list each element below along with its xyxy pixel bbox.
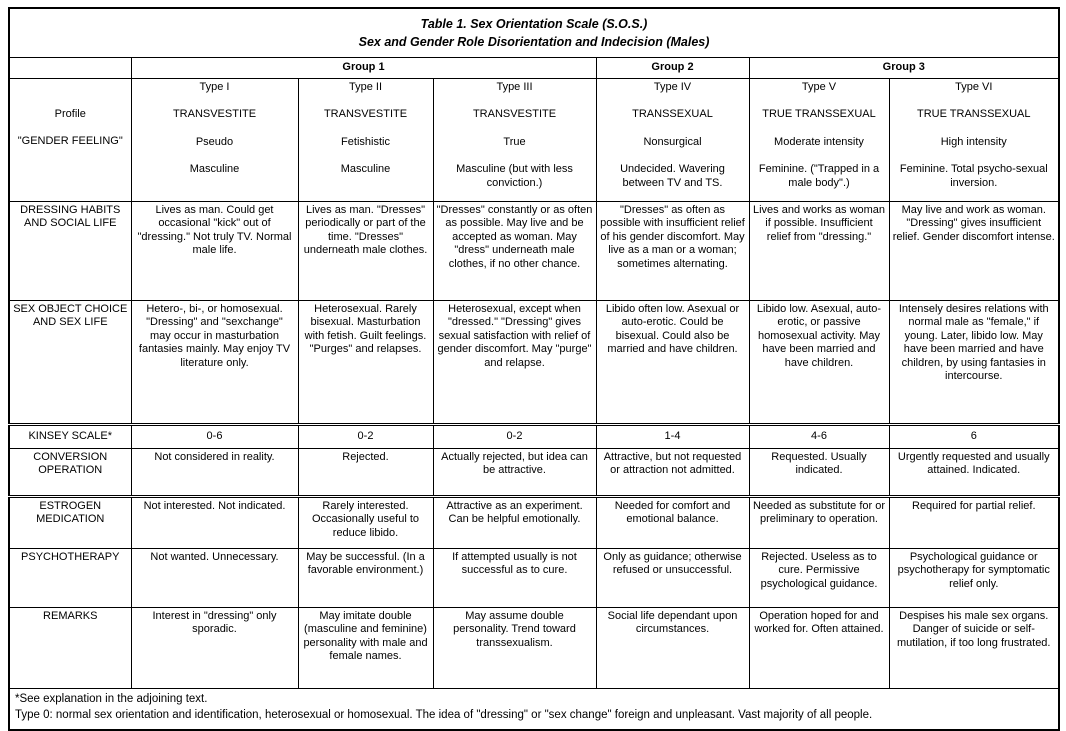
table-cell: Libido often low. Asexual or auto-erotic. Could be bisexual. Could also be married and have children. [596,301,749,425]
table-row [9,202,1059,301]
type-name: Type II [348,81,383,93]
type-1-header [131,79,298,202]
table-cell: May be successful. (In a favorable environment.) [298,549,433,608]
table-cell: Heterosexual. Rarely bisexual. Masturbation with fetish. Guilt feelings. "Purges" and relapses. [298,301,433,425]
type-feeling: Masculine [189,163,240,176]
table-cell: May imitate double (masculine and feminine) personality with male and female names. [298,608,433,689]
table-cell: Hetero-, bi-, or homosexual. "Dressing" and "sexchange" may occur in masturbation fantasies mainly. May enjoy TV literature only. [131,301,298,425]
type-subtype: Pseudo [195,135,234,148]
table-cell: Interest in "dressing" only sporadic. [131,608,298,689]
table-row [9,497,1059,549]
table-cell: Requested. Usually indicated. [749,449,889,497]
type-subtype: High intensity [940,135,1007,148]
title-row [9,8,1059,58]
table-cell: Rarely interested. Occasionally useful to reduce libido. [298,497,433,549]
table-title [9,8,1059,58]
profile-row-label [9,79,131,202]
table-cell: 6 [889,425,1059,449]
type-category: TRUE TRANSSEXUAL [917,108,1031,121]
table-row [9,549,1059,608]
table-cell: 0-2 [298,425,433,449]
type-subtype: True [503,135,526,148]
table-cell: Libido low. Asexual, auto-erotic, or passive homosexual activity. May have been married and have children. [749,301,889,425]
profile-label: Profile [54,108,86,120]
type-subtype: Moderate intensity [774,135,864,148]
table-cell: Rejected. [298,449,433,497]
table-cell: Lives as man. "Dresses" periodically or part of the time. "Dresses" underneath male clothes. [298,202,433,301]
type-name: Type IV [653,81,692,93]
table-cell: Not wanted. Unnecessary. [131,549,298,608]
group-1-header: Group 1 [131,58,596,79]
type-feeling: Undecided. Wavering between TV and TS. [620,163,725,189]
table-cell: Psychological guidance or psychotherapy for symptomatic relief only. [889,549,1059,608]
group-3-header: Group 3 [749,58,1059,79]
blank-corner-cell [9,58,131,79]
group-header-row [9,58,1059,79]
table-cell: 1-4 [596,425,749,449]
table-cell: 0-2 [433,425,596,449]
table-cell: Attractive, but not requested or attraction not admitted. [596,449,749,497]
table-row [9,425,1059,449]
profile-row [9,79,1059,202]
row-label: CONVERSION OPERATION [9,449,131,497]
type-category: TRANSVESTITE [172,108,257,121]
group-2-header: Group 2 [596,58,749,79]
type-category: TRANSVESTITE [472,108,557,121]
table-title-line-2: Sex and Gender Role Disorientation and Indecision (Males) [358,35,710,49]
type-feeling: Masculine [340,163,391,176]
table-row [9,301,1059,425]
row-label: KINSEY SCALE* [9,425,131,449]
table-cell: Despises his male sex organs. Danger of suicide or self-mutilation, if too long frustrated. [889,608,1059,689]
type-feeling: Feminine. Total psycho-sexual inversion. [899,163,1048,189]
type-subtype: Fetishistic [341,135,390,148]
row-label: SEX OBJECT CHOICE AND SEX LIFE [9,301,131,425]
table-cell: Required for partial relief. [889,497,1059,549]
type-feeling: Masculine (but with less conviction.) [456,163,573,189]
type-category: TRUE TRANSSEXUAL [762,108,876,121]
table-row [9,449,1059,497]
table-cell: Intensely desires relations with normal male as "female," if young. Later, libido low. May have been married and have children, by using fantasies in intercourse. [889,301,1059,425]
type-category: TRANSVESTITE [323,108,408,121]
table-row [9,608,1059,689]
table-cell: Attractive as an experiment. Can be helpful emotionally. [433,497,596,549]
type-subtype: Nonsurgical [643,135,702,148]
type-name: Type VI [955,81,993,93]
row-label: PSYCHOTHERAPY [9,549,131,608]
type-5-header [749,79,889,202]
table-cell: Lives and works as woman if possible. Insufficient relief from "dressing." [749,202,889,301]
table-cell: "Dresses" constantly or as often as possible. May live and be accepted as woman. May "dress" underneath male clothes, if no other chance. [433,202,596,301]
table-cell: Social life dependant upon circumstances. [596,608,749,689]
table-cell: May live and work as woman. "Dressing" gives insufficient relief. Gender discomfort intense. [889,202,1059,301]
table-cell: Needed for comfort and emotional balance. [596,497,749,549]
table-cell: Operation hoped for and worked for. Often attained. [749,608,889,689]
table-cell: 4-6 [749,425,889,449]
table-cell: "Dresses" as often as possible with insufficient relief of his gender discomfort. May live as a man or a woman; sometimes alternating. [596,202,749,301]
table-cell: Rejected. Useless as to cure. Permissive psychological guidance. [749,549,889,608]
table-title-line-1: Table 1. Sex Orientation Scale (S.O.S.) [420,16,648,31]
table-cell: 0-6 [131,425,298,449]
type-name: Type III [496,81,533,93]
footnote-line-2: Type 0: normal sex orientation and identification, heterosexual or homosexual. The idea of "dressing" or "sex change" foreign and unpleasant. Vast majority of all people. [15,708,873,721]
table-cell: Heterosexual, except when "dressed." "Dressing" gives sexual satisfaction with relief of gender discomfort. May "purge" and relapse. [433,301,596,425]
type-6-header [889,79,1059,202]
table-cell: Not interested. Not indicated. [131,497,298,549]
table-cell: Urgently requested and usually attained. Indicated. [889,449,1059,497]
type-name: Type V [801,81,837,93]
table-cell: Not considered in reality. [131,449,298,497]
type-3-header [433,79,596,202]
footnote-line-1: *See explanation in the adjoining text. [15,693,208,705]
table-cell: May assume double personality. Trend toward transsexualism. [433,608,596,689]
table-cell: Actually rejected, but idea can be attractive. [433,449,596,497]
row-label: REMARKS [9,608,131,689]
row-label: ESTROGEN MEDICATION [9,497,131,549]
table-cell: Only as guidance; otherwise refused or unsuccessful. [596,549,749,608]
type-2-header [298,79,433,202]
table-cell: Needed as substitute for or preliminary to operation. [749,497,889,549]
sos-table [8,7,1060,731]
type-category: TRANSSEXUAL [632,108,713,121]
type-4-header [596,79,749,202]
type-feeling: Feminine. ("Trapped in a male body".) [758,163,880,189]
type-name: Type I [199,81,230,93]
row-label: DRESSING HABITS AND SOCIAL LIFE [9,202,131,301]
gender-feeling-label: "GENDER FEELING" [17,135,123,148]
table-cell: If attempted usually is not successful as to cure. [433,549,596,608]
table-cell: Lives as man. Could get occasional "kick" out of "dressing." Not truly TV. Normal male life. [131,202,298,301]
